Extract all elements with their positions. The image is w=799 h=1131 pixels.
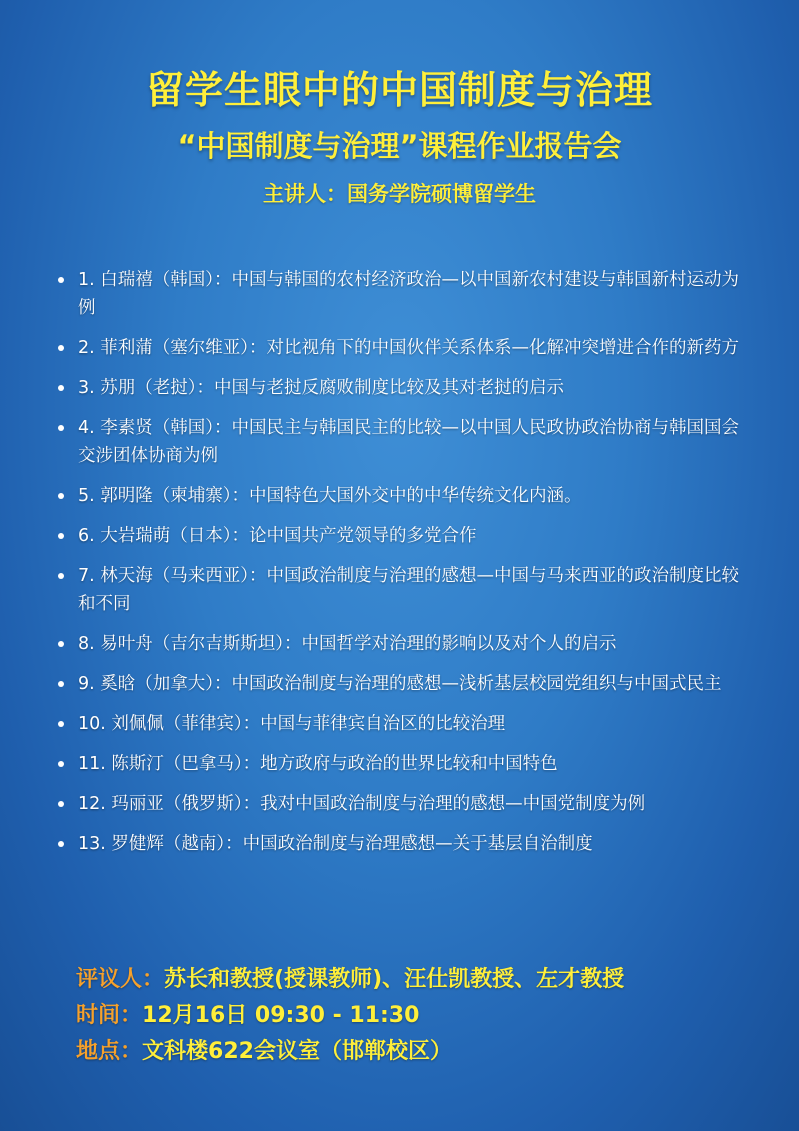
talk-item: [58, 374, 748, 402]
talk-text: 10. 刘佩佩（菲律宾）：中国与菲律宾自治区的比较治理: [78, 714, 506, 734]
talk-item: [58, 710, 748, 738]
bullet-icon: [58, 277, 64, 283]
talk-item: [58, 266, 748, 322]
bullet-icon: [58, 345, 64, 351]
talk-text: 1. 白瑞禧（韩国）：中国与韩国的农村经济政治—以中国新农村建设与韩国新村运动为例: [78, 270, 740, 318]
talk-item: [58, 482, 748, 510]
talk-item: [58, 790, 748, 818]
talk-text: 12. 玛丽亚（俄罗斯）：我对中国政治制度与治理的感想—中国党制度为例: [78, 794, 646, 814]
talk-text: 6. 大岩瑞萌（日本）：论中国共产党领导的多党合作: [78, 526, 477, 546]
bullet-icon: [58, 761, 64, 767]
talk-text: 5. 郭明隆（柬埔寨）：中国特色大国外交中的中华传统文化内涵。: [78, 486, 582, 506]
talk-item: [58, 414, 748, 470]
bullet-icon: [58, 681, 64, 687]
reviewers-label: 评议人：: [76, 967, 165, 992]
talk-item: [58, 562, 748, 618]
talk-text: 11. 陈斯汀（巴拿马）：地方政府与政治的世界比较和中国特色: [78, 754, 558, 774]
location-label: 地点：: [76, 1039, 143, 1064]
bullet-icon: [58, 425, 64, 431]
talk-text: 3. 苏朋（老挝）：中国与老挝反腐败制度比较及其对老挝的启示: [78, 378, 565, 398]
time-value: 12月16日 09:30 - 11:30: [142, 1003, 420, 1028]
reviewers-line: [76, 962, 756, 998]
talk-text: 4. 李素贤（韩国）：中国民主与韩国民主的比较—以中国人民政协政治协商与韩国国会交涉团体协商为例: [78, 418, 740, 466]
reviewers-value: 苏长和教授(授课教师)、汪仕凯教授、左才教授: [164, 967, 625, 992]
header: [0, 0, 799, 210]
talk-item: [58, 334, 748, 362]
bullet-icon: [58, 573, 64, 579]
bullet-icon: [58, 641, 64, 647]
location-value: 文科楼622会议室（邯郸校区）: [142, 1039, 452, 1064]
bullet-icon: [58, 801, 64, 807]
talk-text: 9. 奚晗（加拿大）：中国政治制度与治理的感想—浅析基层校园党组织与中国式民主: [78, 674, 722, 694]
talk-item: [58, 830, 748, 858]
talk-item: [58, 522, 748, 550]
location-line: [76, 1034, 756, 1070]
talk-text: 7. 林天海（马来西亚）：中国政治制度与治理的感想—中国与马来西亚的政治制度比较和不同: [78, 566, 740, 614]
event-info: [76, 962, 756, 1070]
bullet-icon: [58, 721, 64, 727]
bullet-icon: [58, 385, 64, 391]
bullet-icon: [58, 493, 64, 499]
time-line: [76, 998, 756, 1034]
bullet-icon: [58, 841, 64, 847]
poster-title: 留学生眼中的中国制度与治理: [145, 68, 653, 112]
speaker-line: 主讲人：国务学院硕博留学生: [263, 182, 536, 206]
time-label: 时间：: [76, 1003, 143, 1028]
bullet-icon: [58, 533, 64, 539]
talk-item: [58, 750, 748, 778]
talk-item: [58, 670, 748, 698]
talk-item: [58, 630, 748, 658]
talk-text: 2. 菲利蒲（塞尔维亚）：对比视角下的中国伙伴关系体系—化解冲突增进合作的新药方: [78, 338, 740, 358]
poster-subtitle: “中国制度与治理”课程作业报告会: [177, 129, 622, 163]
talk-list: [58, 266, 748, 870]
talk-text: 8. 易叶舟（吉尔吉斯斯坦）：中国哲学对治理的影响以及对个人的启示: [78, 634, 617, 654]
talk-text: 13. 罗健辉（越南）：中国政治制度与治理感想—关于基层自治制度: [78, 834, 593, 854]
